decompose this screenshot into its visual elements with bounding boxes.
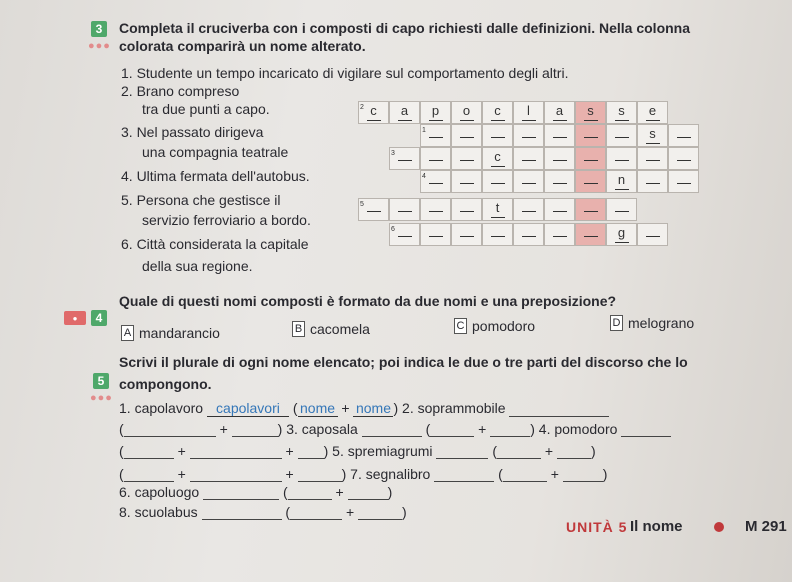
crossword-cell[interactable]: e (637, 101, 668, 124)
part-blank[interactable] (124, 444, 174, 459)
crossword-cell[interactable]: s (637, 124, 668, 147)
item-label: 7. segnalibro (350, 466, 431, 482)
definition-4: 4. Ultima fermata dell'autobus. (121, 168, 310, 184)
exercise-3-instruction-line2: colorata comparirà un nome alterato. (119, 38, 366, 54)
crossword-cell[interactable] (482, 124, 513, 147)
crossword-cell[interactable]: c (482, 147, 513, 170)
crossword-cell[interactable]: 3 (389, 147, 420, 170)
crossword-cell[interactable]: c (482, 101, 513, 124)
part-blank[interactable] (557, 444, 591, 459)
crossword-cell[interactable]: t (482, 198, 513, 221)
plus-sign: + (285, 466, 294, 482)
crossword-cell[interactable]: 5 (358, 198, 389, 221)
plural-blank[interactable] (362, 422, 422, 437)
crossword-cell[interactable]: 6 (389, 223, 420, 246)
crossword-highlight-cell[interactable]: s (575, 101, 606, 124)
crossword-cell[interactable] (544, 124, 575, 147)
part-blank[interactable] (124, 422, 216, 437)
plus-sign: + (345, 504, 355, 520)
part-blank[interactable] (290, 505, 342, 520)
part-blank[interactable] (190, 467, 282, 482)
part-blank[interactable] (503, 467, 547, 482)
crossword-cell[interactable] (668, 124, 699, 147)
crossword-cell[interactable] (637, 223, 668, 246)
plus-sign: + (478, 421, 487, 437)
item-label: 4. pomodoro (538, 421, 618, 437)
part-blank[interactable] (298, 467, 342, 482)
crossword-cell[interactable]: 1 (420, 124, 451, 147)
exercise-number-badge: 4 (91, 310, 107, 326)
crossword-cell[interactable] (451, 198, 482, 221)
crossword-cell[interactable] (513, 147, 544, 170)
crossword-cell[interactable] (420, 198, 451, 221)
item-label: 6. capoluogo (119, 484, 200, 500)
crossword-cell[interactable] (544, 170, 575, 193)
answer-line-1: 1. capolavoro capolavori ( nome + nome ) 2. soprammobile (119, 400, 609, 417)
definition-6a: 6. Città considerata la capitale (121, 236, 309, 252)
crossword-cell[interactable] (606, 124, 637, 147)
crossword-cell[interactable] (668, 170, 699, 193)
difficulty-dots: ●●● (88, 40, 111, 52)
item-label: 3. caposala (286, 421, 358, 437)
crossword-cell[interactable]: o (451, 101, 482, 124)
option-text: pomodoro (472, 318, 536, 334)
crossword-cell[interactable] (606, 147, 637, 170)
part-blank[interactable] (288, 485, 332, 500)
part-blank[interactable] (190, 444, 282, 459)
exercise-5-instruction-line2: compongono. (119, 376, 212, 392)
part-blank[interactable] (358, 505, 402, 520)
answer-line-3: ( + + ) 5. spremiagrumi ( + ) (119, 443, 596, 459)
crossword-cell[interactable] (513, 198, 544, 221)
crossword-cell[interactable] (451, 223, 482, 246)
answer-line-5: 6. capoluogo ( + ) (119, 484, 393, 500)
crossword-cell[interactable]: g (606, 223, 637, 246)
crossword-cell[interactable] (420, 147, 451, 170)
part-blank[interactable] (124, 467, 174, 482)
crossword-cell[interactable]: a (544, 101, 575, 124)
plural-blank[interactable] (621, 422, 671, 437)
item-label: 2. soprammobile (402, 400, 506, 416)
crossword-cell[interactable] (544, 223, 575, 246)
exercise-number-badge: 3 (91, 21, 107, 37)
part-blank[interactable] (563, 467, 603, 482)
plural-blank[interactable] (436, 444, 488, 459)
crossword-cell[interactable] (606, 198, 637, 221)
exercise-number-badge: 5 (93, 373, 109, 389)
definition-5b: servizio ferroviario a bordo. (142, 212, 311, 228)
definition-6b: della sua regione. (142, 258, 253, 274)
answer-line-2: ( + ) 3. caposala ( + ) 4. pomodoro (119, 421, 671, 437)
crossword-cell[interactable]: 4 (420, 170, 451, 193)
definition-5a: 5. Persona che gestisce il (121, 192, 281, 208)
crossword-highlight-cell[interactable] (575, 170, 606, 193)
plural-blank[interactable] (434, 467, 494, 482)
competence-icon: ● (64, 311, 86, 325)
option-b[interactable] (292, 321, 370, 337)
part-blank[interactable] (348, 485, 388, 500)
crossword-cell[interactable]: l (513, 101, 544, 124)
part-answer[interactable]: nome (298, 400, 338, 417)
crossword-cell[interactable]: p (420, 101, 451, 124)
crossword-cell[interactable] (389, 198, 420, 221)
plural-blank[interactable] (202, 505, 282, 520)
part-blank[interactable] (490, 422, 530, 437)
crossword-cell[interactable]: 2 c (358, 101, 389, 124)
plural-blank[interactable] (509, 402, 609, 417)
crossword-cell[interactable] (637, 170, 668, 193)
definition-2a: 2. Brano compreso (121, 83, 240, 99)
option-text: cacomela (310, 321, 370, 337)
part-blank[interactable] (430, 422, 474, 437)
plus-sign: + (177, 443, 186, 459)
crossword-cell[interactable]: a (389, 101, 420, 124)
plus-sign: + (285, 443, 294, 459)
item-label: 8. scuolabus (119, 504, 198, 520)
definition-1: 1. Studente un tempo incaricato di vigilare sul comportamento degli altri. (121, 65, 569, 81)
unit-marker-icon (714, 522, 724, 532)
part-blank[interactable] (232, 422, 278, 437)
crossword-cell[interactable] (482, 223, 513, 246)
unit-title: Il nome (630, 518, 683, 535)
crossword-cell[interactable] (544, 198, 575, 221)
exercise-5-instruction-line1: Scrivi il plurale di ogni nome elencato; poi indica le due o tre parti del discorso che lo (119, 354, 688, 370)
crossword-highlight-cell[interactable] (575, 124, 606, 147)
difficulty-dots: ●●● (90, 392, 113, 404)
option-c[interactable] (454, 318, 535, 334)
item-label: 5. spremiagrumi (332, 443, 433, 459)
page-number: M 291 (745, 518, 787, 535)
definition-2b: tra due punti a capo. (142, 101, 270, 117)
crossword-cell[interactable] (513, 223, 544, 246)
plural-answer[interactable]: capolavori (207, 400, 289, 417)
crossword-highlight-cell[interactable] (575, 223, 606, 246)
crossword-cell[interactable]: n (606, 170, 637, 193)
option-a[interactable] (121, 325, 220, 341)
crossword-cell[interactable] (451, 124, 482, 147)
definition-3b: una compagnia teatrale (142, 144, 289, 160)
plus-sign: + (550, 466, 559, 482)
crossword-cell[interactable] (451, 170, 482, 193)
option-letter: C (454, 318, 467, 334)
crossword-highlight-cell[interactable] (575, 147, 606, 170)
plus-sign: + (219, 421, 228, 437)
crossword-cell[interactable] (637, 147, 668, 170)
plus-sign: + (341, 400, 350, 416)
part-blank[interactable] (298, 444, 324, 459)
plus-sign: + (335, 484, 344, 500)
plural-blank[interactable] (203, 485, 279, 500)
option-text: mandarancio (139, 325, 220, 341)
plus-sign: + (177, 466, 186, 482)
answer-line-4: ( + + ) 7. segnalibro ( + ) (119, 466, 608, 482)
option-letter: D (610, 315, 623, 331)
option-text: melograno (628, 315, 695, 331)
option-letter: A (121, 325, 134, 341)
crossword-cell[interactable] (451, 147, 482, 170)
exercise-3-instruction-line1: Completa il cruciverba con i composti di capo richiesti dalle definizioni. Nella colonna (119, 20, 691, 36)
crossword-highlight-cell[interactable] (575, 198, 606, 221)
unit-label: UNITÀ 5 (566, 519, 628, 535)
answer-line-6: 8. scuolabus ( + ) (119, 504, 407, 520)
plus-sign: + (544, 443, 554, 459)
crossword-cell[interactable] (513, 124, 544, 147)
part-answer[interactable]: nome (353, 400, 393, 417)
definition-3a: 3. Nel passato dirigeva (121, 124, 264, 140)
crossword-cell[interactable] (668, 147, 699, 170)
crossword-cell[interactable] (513, 170, 544, 193)
option-letter: B (292, 321, 305, 337)
crossword-cell[interactable] (544, 147, 575, 170)
option-d[interactable] (610, 315, 694, 331)
crossword-cell[interactable] (420, 223, 451, 246)
exercise-4-question: Quale di questi nomi composti è formato da due nomi e una preposizione? (119, 293, 617, 309)
crossword-cell[interactable] (482, 170, 513, 193)
part-blank[interactable] (497, 444, 541, 459)
crossword-cell[interactable]: s (606, 101, 637, 124)
item-label: 1. capolavoro (119, 400, 204, 416)
